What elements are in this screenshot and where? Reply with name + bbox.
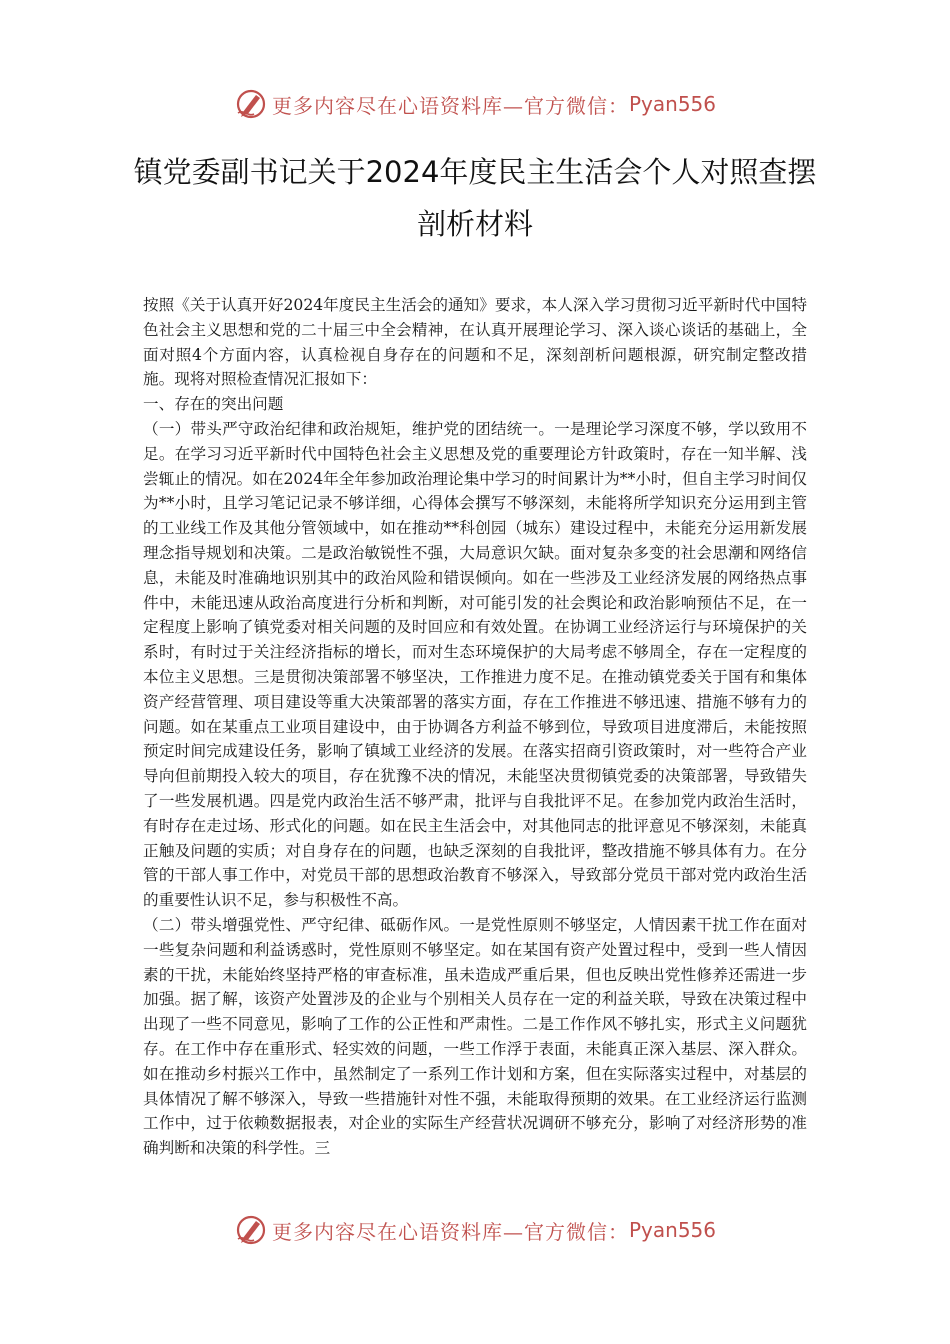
intro-paragraph: 按照《关于认真开好2024年度民主生活会的通知》要求，本人深入学习贯彻习近平新时代中国特色社会主义思想和党的二十届三中全会精神，在认真开展理论学习、深入谈心谈话的基础上，全面对照4个方面内容，认真检视自身存在的问题和不足，深刻剖析问题根源，研究制定整改措施。现将对照检查情况汇报如下： <box>143 296 807 389</box>
section-heading: 一、存在的突出问题 <box>143 395 284 414</box>
banner-text: 更多内容尽在心语资料库—官方微信： <box>271 1219 629 1244</box>
banner-wechat-id: Pyan556 <box>628 92 716 116</box>
pen-logo-icon <box>234 87 268 121</box>
document-title: 镇党委副书记关于2024年度民主生活会个人对照查摆剖析材料 <box>133 155 817 241</box>
footer-banner <box>0 1210 950 1250</box>
header-banner <box>0 84 950 124</box>
pen-logo-icon <box>234 1213 268 1247</box>
body-paragraph: （二）带头增强党性、严守纪律、砥砺作风。一是党性原则不够坚定，人情因素干扰工作在面对一些复杂问题和利益诱惑时，党性原则不够坚定。如在某国有资产处置过程中，受到一些人情因素的干扰，未能始终坚持严格的审查标准，虽未造成严重后果，但也反映出党性修养还需进一步加强。据了解，该资产处置涉及的企业与个别相关人员存在一定的利益关联，导致在决策过程中出现了一些不同意见，影响了工作的公正性和严肃性。二是工作作风不够扎实，形式主义问题犹存。在工作中存在重形式、轻实效的问题，一些工作浮于表面，未能真正深入基层、深入群众。如在推动乡村振兴工作中，虽然制定了一系列工作计划和方案，但在实际落实过程中，对基层的具体情况了解不够深入，导致一些措施针对性不强，未能取得预期的效果。在工业经济运行监测工作中，过于依赖数据报表，对企业的实际生产经营状况调研不够充分，影响了对经济形势的准确判断和决策的科学性。三 <box>143 915 807 1158</box>
body-paragraph: （一）带头严守政治纪律和政治规矩，维护党的团结统一。一是理论学习深度不够，学以致用不足。在学习习近平新时代中国特色社会主义思想及党的重要理论方针政策时，存在一知半解、浅尝辄止的情况。如在2024年全年参加政治理论集中学习的时间累计为**小时，但自主学习时间仅为**小时，且学习笔记记录不够详细，心得体会撰写不够深刻，未能将所学知识充分运用到主管的工业线工作及其他分管领域中，如在推动**科创园（城东）建设过程中，未能充分运用新发展理念指导规划和决策。二是政治敏锐性不强，大局意识欠缺。面对复杂多变的社会思潮和网络信息，未能及时准确地识别其中的政治风险和错误倾向。如在一些涉及工业经济发展的网络热点事件中，未能迅速从政治高度进行分析和判断，对可能引发的社会舆论和政治影响预估不足，在一定程度上影响了镇党委对相关问题的及时回应和有效处置。在协调工业经济运行与环境保护的关系时，有时过于关注经济指标的增长，而对生态环境保护的大局考虑不够周全，存在一定程度的本位主义思想。三是贯彻决策部署不够坚决，工作推进力度不足。在推动镇党委关于国有和集体资产经营管理、项目建设等重大决策部署的落实方面，存在工作推进不够迅速、措施不够有力的问题。如在某重点工业项目建设中，由于协调各方利益不够到位，导致项目进度滞后，未能按照预定时间完成建设任务，影响了镇域工业经济的发展。在落实招商引资政策时，对一些符合产业导向但前期投入较大的项目，存在犹豫不决的情况，未能坚决贯彻镇党委的决策部署，导致错失了一些发展机遇。四是党内政治生活不够严肃，批评与自我批评不足。在参加党内政治生活时，有时存在走过场、形式化的问题。如在民主生活会中，对其他同志的批评意见不够深刻，未能真正触及问题的实质；对自身存在的问题，也缺乏深刻的自我批评，整改措施不够具体有力。在分管的干部人事工作中，对党员干部的思想政治教育不够深入，导致部分党员干部对党内政治生活的重要性认识不足，参与积极性不高。 <box>143 419 807 910</box>
document-body <box>143 293 807 1161</box>
banner-text: 更多内容尽在心语资料库—官方微信： <box>271 93 629 118</box>
banner-wechat-id: Pyan556 <box>628 1218 716 1242</box>
